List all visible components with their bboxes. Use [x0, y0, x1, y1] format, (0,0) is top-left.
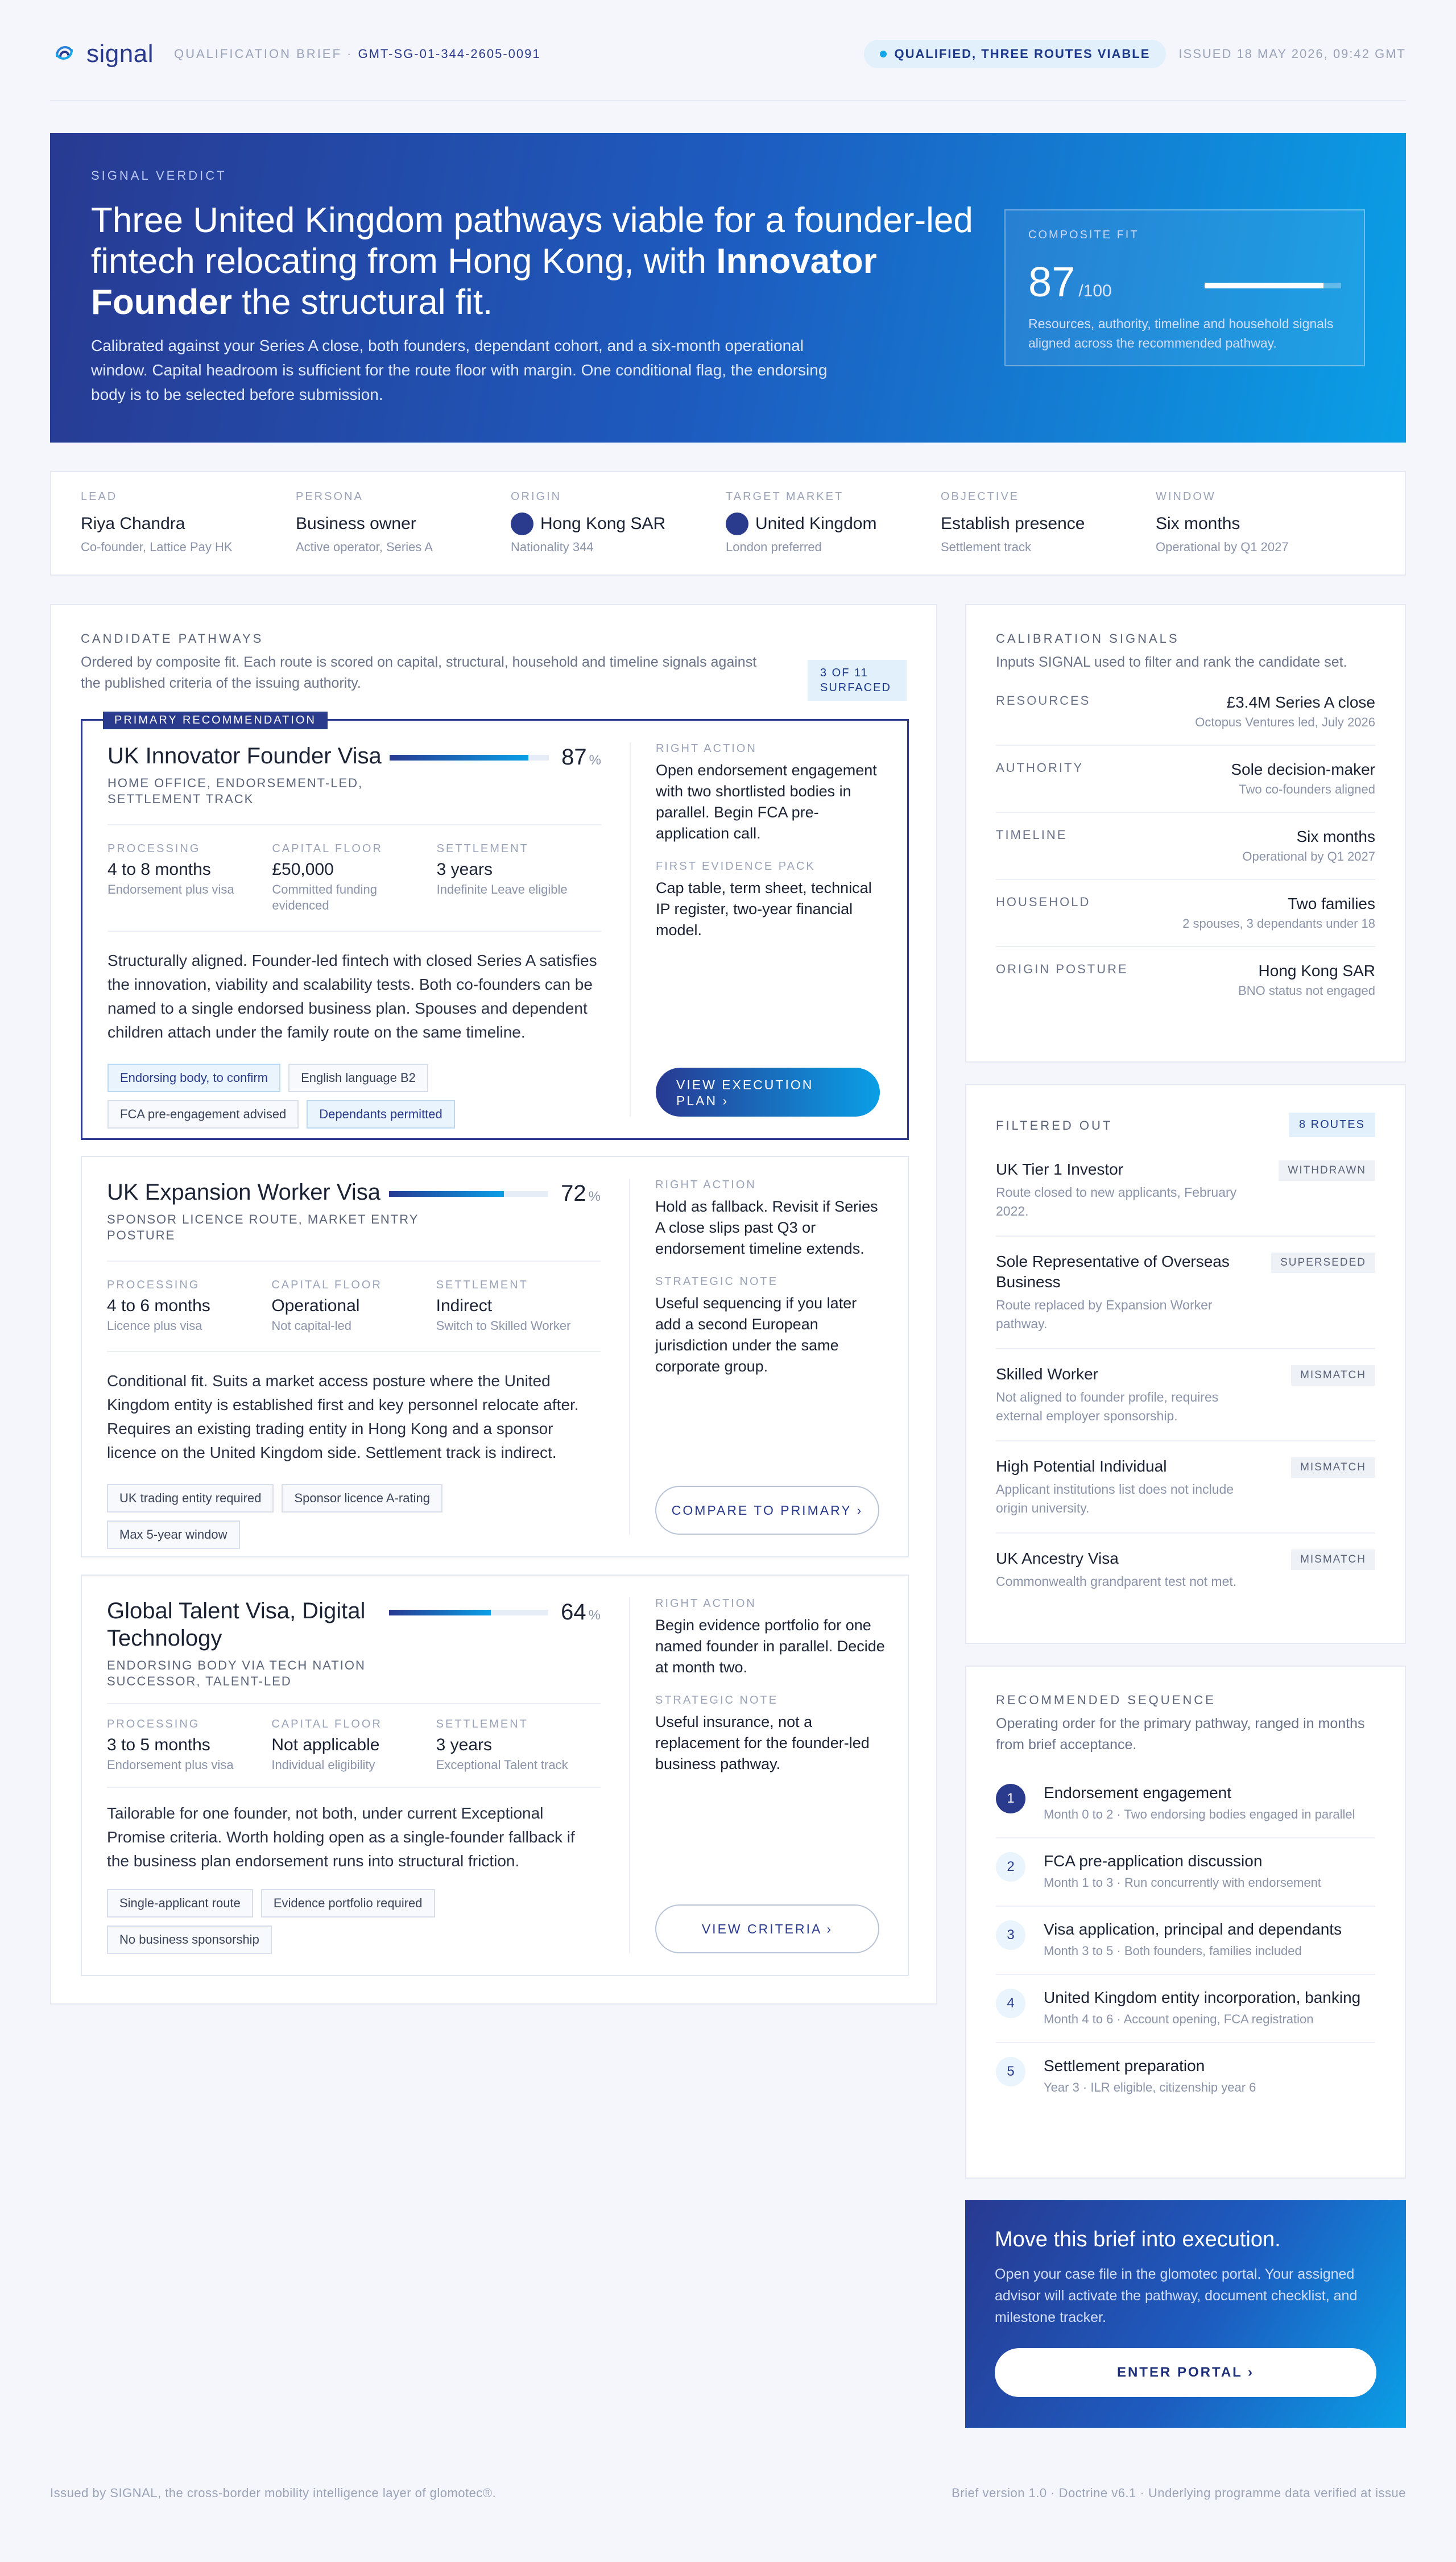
step-description: Year 3 · ILR eligible, citizenship year 6: [1044, 2080, 1256, 2094]
side-value: Useful sequencing if you later add a second European jurisdiction under the same corporate group.: [655, 1295, 857, 1375]
pathway-title: Global Talent Visa, Digital Technology: [107, 1598, 366, 1651]
calibration-sub: Operational by Q1 2027: [1242, 849, 1375, 863]
brief-reference: [174, 47, 541, 61]
pathway-side: [655, 1179, 885, 1535]
step-number: 3: [996, 1920, 1025, 1950]
metric-value: 3 years: [436, 1735, 493, 1754]
composite-fit-label: COMPOSITE FIT: [1028, 229, 1139, 241]
calibration-value: £3.4M Series A close: [1226, 693, 1375, 711]
profile-value-text: Riya Chandra: [81, 514, 185, 533]
calibration-sub: Octopus Ventures led, July 2026: [1195, 715, 1375, 729]
profile-key: TARGET MARKET: [726, 490, 844, 503]
pathway-score: [389, 1181, 601, 1206]
filtered-route: [996, 1349, 1375, 1441]
pathway-body: Structurally aligned. Founder-led fintech with closed Series A satisfies the innovation, viability and scalability tests. Both co-founders can be named to a single endorsed business plan. Spouses and dependent children attach under the family route on the same timeline.: [107, 952, 597, 1041]
calibration-sub: 2 spouses, 3 dependants under 18: [1182, 916, 1375, 931]
first-evidence-pack: [656, 860, 886, 941]
card-divider: [107, 1703, 601, 1704]
tag: Evidence portfolio required: [261, 1889, 435, 1918]
pathway-body: Tailorable for one founder, not both, under current Exceptional Promise criteria. Worth holding open as a single-founder fallback if the business plan endorsement runs into structural friction.: [107, 1804, 575, 1870]
filtered-route-title: UK Ancestry Visa: [996, 1549, 1119, 1567]
composite-fit-bar: [1205, 283, 1341, 288]
verdict-title-c: the structural fit.: [231, 283, 493, 322]
pathway-score-unit: %: [589, 753, 601, 768]
calibration-key: HOUSEHOLD: [996, 895, 1091, 909]
pathway-card-innovator-founder: [81, 714, 909, 1140]
profile-value: [726, 511, 941, 536]
metric-settlement: [436, 1718, 601, 1773]
metric-value: Indirect: [436, 1296, 493, 1315]
pathway-card-main: [107, 1597, 601, 1954]
metric-sub: Exceptional Talent track: [436, 1758, 568, 1772]
composite-fit-description: Resources, authority, timeline and household signals aligned across the recommended pathway.: [1028, 316, 1334, 350]
side-key: FIRST EVIDENCE PACK: [656, 860, 816, 873]
sequence-list: [996, 1770, 1375, 2110]
enter-portal-button[interactable]: ENTER PORTAL ›: [995, 2348, 1376, 2397]
tag: UK trading entity required: [107, 1484, 274, 1513]
pathway-card-main: [107, 742, 601, 1129]
profile-key: OBJECTIVE: [941, 490, 1020, 503]
profile-key: PERSONA: [296, 490, 363, 503]
step-number: 1: [996, 1784, 1025, 1813]
metric-capital-floor: [271, 1279, 436, 1334]
card-vertical-divider: [629, 1597, 630, 1953]
card-divider: [107, 1787, 601, 1788]
metric-key: PROCESSING: [107, 1718, 200, 1730]
card-divider: [107, 1261, 601, 1262]
calibration-description: Inputs SIGNAL used to filter and rank the candidate set.: [996, 654, 1347, 670]
profile-value-text: Establish presence: [941, 514, 1085, 533]
step-description: Month 0 to 2 · Two endorsing bodies engaged in parallel: [1044, 1807, 1355, 1821]
pathway-score-number: 87: [561, 745, 587, 770]
verdict-title: [91, 200, 1001, 323]
step-text: [1044, 1852, 1362, 1892]
execution-cta-box: [965, 2200, 1406, 2428]
card-vertical-divider: [630, 742, 631, 1117]
metric-settlement: [436, 1279, 601, 1334]
metric-value: 4 to 6 months: [107, 1296, 210, 1315]
metric-sub: Committed funding evidenced: [272, 882, 377, 912]
pathway-body: Conditional fit. Suits a market access posture where the United Kingdom entity is established first and key personnel relocate after. Requires an existing trading entity in Hong Kong and a sponsor licence on the United Kingdom side. Settlement track is indirect.: [107, 1372, 579, 1461]
metric-value: 4 to 8 months: [107, 860, 211, 879]
metric-sub: Licence plus visa: [107, 1319, 202, 1333]
calibration-label: CALIBRATION SIGNALS: [996, 631, 1180, 646]
side-value: Begin evidence portfolio for one named founder in parallel. Decide at month two.: [655, 1617, 885, 1676]
composite-fit-bar-fill: [1205, 283, 1323, 288]
metric-settlement: [437, 842, 601, 914]
pathway-card-main: [107, 1179, 601, 1549]
brief-label: QUALIFICATION BRIEF ·: [173, 47, 353, 61]
pathway-metrics: [107, 1718, 601, 1773]
metric-sub: Not capital-led: [271, 1319, 351, 1333]
united-kingdom-flag-icon: [726, 513, 748, 535]
metric-key: CAPITAL FLOOR: [272, 842, 383, 855]
metric-value: 3 years: [436, 860, 493, 879]
footer-issued-by: Issued by SIGNAL, the cross-border mobility intelligence layer of glomotec®.: [50, 2486, 497, 2500]
verdict-title-a: Three United Kingdom pathways viable for a founder-led fintech relocating from Hong Kong, with: [91, 201, 973, 281]
verdict-title-emphasis: Innovator Founder: [91, 242, 877, 322]
pathway-score-number: 64: [561, 1600, 586, 1625]
pathway-score: [389, 1600, 601, 1625]
profile-objective: [941, 490, 1156, 556]
pathway-tags: [107, 1484, 528, 1549]
pathway-subtitle: HOME OFFICE, ENDORSEMENT-LED, SETTLEMENT TRACK: [107, 776, 363, 806]
metric-value: Operational: [271, 1296, 360, 1315]
sequence-step: [996, 1975, 1375, 2043]
step-text: [1044, 1920, 1362, 1960]
step-title: Settlement preparation: [1044, 2057, 1205, 2075]
calibration-signals-panel: [965, 604, 1406, 1063]
side-value: Open endorsement engagement with two shortlisted bodies in parallel. Begin FCA pre-application call.: [656, 762, 877, 842]
sequence-step: [996, 1907, 1375, 1975]
filtered-route-reason: Not aligned to founder profile, requires external employer sponsorship.: [996, 1390, 1219, 1423]
calibration-list: [996, 679, 1375, 1013]
side-value: Useful insurance, not a replacement for the founder-led business pathway.: [655, 1713, 870, 1772]
pathway-score-unit: %: [588, 1608, 601, 1623]
filtered-route: [996, 1144, 1375, 1237]
filtered-route-badge: MISMATCH: [1291, 1365, 1375, 1386]
strategic-note: [655, 1694, 885, 1775]
filtered-route-title: Skilled Worker: [996, 1365, 1098, 1383]
pathway-side: [656, 742, 886, 1117]
step-title: Endorsement engagement: [1044, 1784, 1231, 1801]
calibration-value: Sole decision-maker: [1231, 761, 1375, 778]
step-title: United Kingdom entity incorporation, banking: [1044, 1989, 1361, 2006]
pathway-score-value: [561, 1181, 601, 1206]
tag: FCA pre-engagement advised: [107, 1100, 299, 1129]
view-execution-plan-button[interactable]: VIEW EXECUTION PLAN ›: [656, 1068, 880, 1117]
step-description: Month 3 to 5 · Both founders, families included: [1044, 1944, 1302, 1958]
filtered-label: FILTERED OUT: [996, 1118, 1113, 1133]
filtered-route-badge: MISMATCH: [1291, 1549, 1375, 1570]
step-text: [1044, 2057, 1362, 2097]
calibration-key: TIMELINE: [996, 828, 1068, 842]
right-action: [656, 742, 886, 844]
right-action: [655, 1597, 885, 1678]
filtered-route: [996, 1534, 1375, 1606]
pathway-score-bar-fill: [390, 755, 528, 761]
calibration-row: [996, 746, 1375, 813]
filtered-out-panel: [965, 1084, 1406, 1644]
strategic-note: [655, 1275, 885, 1377]
metric-value: 3 to 5 months: [107, 1735, 210, 1754]
calibration-sub: Two co-founders aligned: [1239, 782, 1375, 796]
status-badge: [864, 40, 1167, 68]
metric-value: £50,000: [272, 860, 334, 879]
status-text: QUALIFIED, THREE ROUTES VIABLE: [894, 47, 1151, 61]
pathway-subtitle: SPONSOR LICENCE ROUTE, MARKET ENTRY POSTURE: [107, 1212, 419, 1242]
filtered-route-badge: MISMATCH: [1291, 1457, 1375, 1478]
calibration-key: RESOURCES: [996, 693, 1091, 708]
verdict-description: Calibrated against your Series A close, both founders, dependant cohort, and a six-month operational window. Capital headroom is sufficient for the route floor with margin. One conditional flag, the endorsing body is to be selected before submission.: [91, 337, 828, 403]
profile-value: [941, 511, 1156, 536]
calibration-values: [1231, 761, 1375, 797]
step-number: 5: [996, 2057, 1025, 2086]
composite-fit-denominator: /100: [1078, 282, 1112, 300]
pathway-score-value: [561, 745, 601, 770]
top-bar: [50, 34, 1406, 74]
metric-sub: Indefinite Leave eligible: [436, 882, 568, 896]
metric-key: PROCESSING: [107, 842, 201, 855]
calibration-values: [1182, 895, 1375, 931]
composite-fit-value: 87: [1028, 258, 1076, 305]
pathway-score-bar-fill: [389, 1610, 491, 1615]
metric-key: SETTLEMENT: [436, 842, 529, 855]
filtered-route-badge: SUPERSEDED: [1271, 1253, 1375, 1273]
profile-key: LEAD: [81, 490, 118, 503]
logo-text: signal: [86, 40, 154, 68]
profile-sub: Operational by Q1 2027: [1156, 540, 1289, 554]
profile-value-text: Business owner: [296, 514, 416, 533]
top-right: [864, 40, 1407, 68]
sequence-label: RECOMMENDED SEQUENCE: [996, 1693, 1216, 1707]
card-vertical-divider: [629, 1179, 630, 1535]
step-text: [1044, 1784, 1362, 1824]
calibration-value: Six months: [1296, 828, 1375, 845]
metric-sub: Switch to Skilled Worker: [436, 1319, 571, 1333]
filtered-route-title: Sole Representative of Overseas Business: [996, 1253, 1230, 1291]
composite-fit-box: [1004, 209, 1365, 366]
side-key: RIGHT ACTION: [655, 1597, 756, 1610]
compare-to-primary-button[interactable]: COMPARE TO PRIMARY ›: [655, 1486, 879, 1535]
filtered-route: [996, 1441, 1375, 1534]
sequence-step: [996, 1770, 1375, 1838]
metric-key: PROCESSING: [107, 1279, 200, 1291]
profile-sub: London preferred: [726, 540, 822, 554]
profile-value: [81, 511, 296, 536]
status-dot-icon: [880, 51, 887, 57]
pathway-card-global-talent: [81, 1575, 909, 1976]
filtered-route-title: High Potential Individual: [996, 1457, 1167, 1475]
footer: [50, 2486, 1406, 2501]
profile-sub: Active operator, Series A: [296, 540, 433, 554]
profile-sub: Nationality 344: [511, 540, 594, 554]
tag: Max 5-year window: [107, 1520, 240, 1549]
execution-description: Open your case file in the glomotec portal. Your assigned advisor will activate the pathway, document checklist, and milestone tracker.: [995, 2266, 1358, 2325]
calibration-row: [996, 880, 1375, 947]
footer-version: Brief version 1.0 · Doctrine v6.1 · Underlying programme data verified at issue: [952, 2486, 1406, 2500]
calibration-sub: BNO status not engaged: [1238, 984, 1375, 998]
side-key: RIGHT ACTION: [656, 742, 757, 755]
metric-key: CAPITAL FLOOR: [271, 1718, 382, 1730]
logo[interactable]: [50, 39, 154, 70]
filtered-route-badge: WITHDRAWN: [1279, 1160, 1375, 1181]
side-key: STRATEGIC NOTE: [655, 1694, 779, 1706]
tag: Endorsing body, to confirm: [107, 1064, 280, 1092]
calibration-row: [996, 813, 1375, 880]
metric-sub: Endorsement plus visa: [107, 882, 234, 896]
pathway-score: [390, 745, 601, 770]
calibration-key: AUTHORITY: [996, 761, 1084, 775]
step-description: Month 4 to 6 · Account opening, FCA registration: [1044, 2012, 1314, 2026]
profile-window: [1156, 490, 1371, 556]
pathway-subtitle: ENDORSING BODY VIA TECH NATION SUCCESSOR, TALENT-LED: [107, 1658, 366, 1688]
tag: Single-applicant route: [107, 1889, 253, 1918]
metric-capital-floor: [272, 842, 436, 914]
profile-lead: [81, 490, 296, 556]
profile-value: [1156, 511, 1371, 536]
recommended-sequence-panel: [965, 1666, 1406, 2179]
step-description: Month 1 to 3 · Run concurrently with endorsement: [1044, 1875, 1321, 1890]
pathways-description: Ordered by composite fit. Each route is scored on capital, structural, household and timeline signals against the published criteria of the issuing authority.: [81, 654, 757, 691]
pathway-metrics: [107, 842, 601, 914]
filtered-route-reason: Applicant institutions list does not include origin university.: [996, 1482, 1234, 1515]
metric-value: Not applicable: [271, 1735, 380, 1754]
pathway-card-expansion-worker: [81, 1156, 909, 1557]
brief-id: GMT-SG-01-344-2605-0091: [358, 47, 541, 61]
pathway-title: UK Innovator Founder Visa: [107, 743, 382, 768]
profile-origin: [511, 490, 726, 556]
step-text: [1044, 1989, 1362, 2028]
step-title: Visa application, principal and dependants: [1044, 1920, 1342, 1938]
pathway-score-value: [561, 1600, 601, 1625]
side-value: Hold as fallback. Revisit if Series A close slips past Q3 or endorsement timeline extends.: [655, 1198, 878, 1257]
calibration-values: [1238, 962, 1375, 998]
profile-sub: Settlement track: [941, 540, 1031, 554]
profile-key: ORIGIN: [511, 490, 562, 503]
metric-processing: [107, 1279, 271, 1334]
pathway-tags: [107, 1064, 528, 1129]
view-criteria-button[interactable]: VIEW CRITERIA ›: [655, 1904, 879, 1953]
primary-recommendation-ribbon: PRIMARY RECOMMENDATION: [103, 712, 328, 729]
calibration-row: [996, 679, 1375, 746]
profile-value-text: United Kingdom: [755, 514, 877, 533]
filtered-count-badge: 8 ROUTES: [1289, 1113, 1375, 1137]
verdict-hero: [50, 133, 1406, 443]
pathway-title: UK Expansion Worker Visa: [107, 1180, 380, 1205]
calibration-value: Two families: [1287, 895, 1375, 912]
step-number: 2: [996, 1852, 1025, 1882]
metric-processing: [107, 842, 272, 914]
filtered-route: [996, 1237, 1375, 1349]
profile-value-text: Hong Kong SAR: [540, 514, 666, 533]
metric-processing: [107, 1718, 271, 1773]
profile-persona: [296, 490, 511, 556]
profile-value: [296, 511, 511, 536]
side-value: Cap table, term sheet, technical IP register, two-year financial model.: [656, 879, 872, 939]
profile-target-market: [726, 490, 941, 556]
card-divider: [107, 824, 601, 825]
pathway-score-bar: [390, 755, 549, 761]
verdict-label: SIGNAL VERDICT: [91, 168, 227, 183]
step-title: FCA pre-application discussion: [1044, 1852, 1263, 1870]
pathway-score-bar: [389, 1610, 548, 1615]
pathway-score-bar-fill: [389, 1191, 504, 1197]
header-divider: [50, 100, 1406, 101]
tag: No business sponsorship: [107, 1925, 272, 1954]
pathway-score-number: 72: [561, 1181, 586, 1206]
metric-sub: Individual eligibility: [271, 1758, 375, 1772]
profile-strip: [50, 471, 1406, 576]
profile-value-text: Six months: [1156, 514, 1240, 533]
calibration-key: ORIGIN POSTURE: [996, 962, 1128, 976]
metric-key: SETTLEMENT: [436, 1279, 528, 1291]
filtered-route-reason: Route closed to new applicants, February 2022.: [996, 1185, 1237, 1218]
composite-fit-score: [1028, 258, 1341, 306]
filtered-route-title: UK Tier 1 Investor: [996, 1160, 1124, 1178]
side-key: STRATEGIC NOTE: [655, 1275, 779, 1288]
issued-timestamp: ISSUED 18 MAY 2026, 09:42 GMT: [1178, 47, 1406, 61]
filtered-route-reason: Commonwealth grandparent test not met.: [996, 1574, 1237, 1589]
calibration-row: [996, 947, 1375, 1013]
filtered-route-reason: Route replaced by Expansion Worker pathway.: [996, 1297, 1213, 1331]
tag: Sponsor licence A-rating: [282, 1484, 442, 1513]
pathway-score-bar: [389, 1191, 548, 1197]
pathway-tags: [107, 1889, 528, 1954]
candidate-pathways-panel: [50, 604, 937, 2005]
profile-value: [511, 511, 726, 536]
surfaced-count-badge: 3 OF 11 SURFACED: [808, 660, 907, 701]
pathway-side: [655, 1597, 885, 1953]
calibration-values: [1242, 828, 1375, 864]
tag: English language B2: [288, 1064, 428, 1092]
pathway-score-unit: %: [588, 1189, 601, 1204]
side-key: RIGHT ACTION: [655, 1179, 756, 1191]
metric-key: SETTLEMENT: [436, 1718, 528, 1730]
hong-kong-flag-icon: [511, 513, 533, 535]
tag: Dependants permitted: [307, 1100, 454, 1129]
pathways-label: CANDIDATE PATHWAYS: [81, 631, 264, 646]
sequence-step: [996, 2043, 1375, 2110]
profile-sub: Co-founder, Lattice Pay HK: [81, 540, 233, 554]
filtered-list: [996, 1144, 1375, 1606]
card-divider: [107, 931, 601, 932]
metric-sub: Endorsement plus visa: [107, 1758, 234, 1772]
execution-title: Move this brief into execution.: [995, 2228, 1281, 2251]
signal-logo-icon: [50, 39, 78, 70]
calibration-values: [1195, 693, 1375, 730]
metric-capital-floor: [271, 1718, 436, 1773]
card-divider: [107, 1351, 601, 1352]
sequence-description: Operating order for the primary pathway, ranged in months from brief acceptance.: [996, 1716, 1365, 1753]
profile-key: WINDOW: [1156, 490, 1216, 503]
sequence-step: [996, 1838, 1375, 1907]
metric-key: CAPITAL FLOOR: [271, 1279, 382, 1291]
step-number: 4: [996, 1989, 1025, 2018]
pathway-metrics: [107, 1279, 601, 1334]
calibration-value: Hong Kong SAR: [1258, 962, 1375, 980]
right-action: [655, 1179, 885, 1259]
